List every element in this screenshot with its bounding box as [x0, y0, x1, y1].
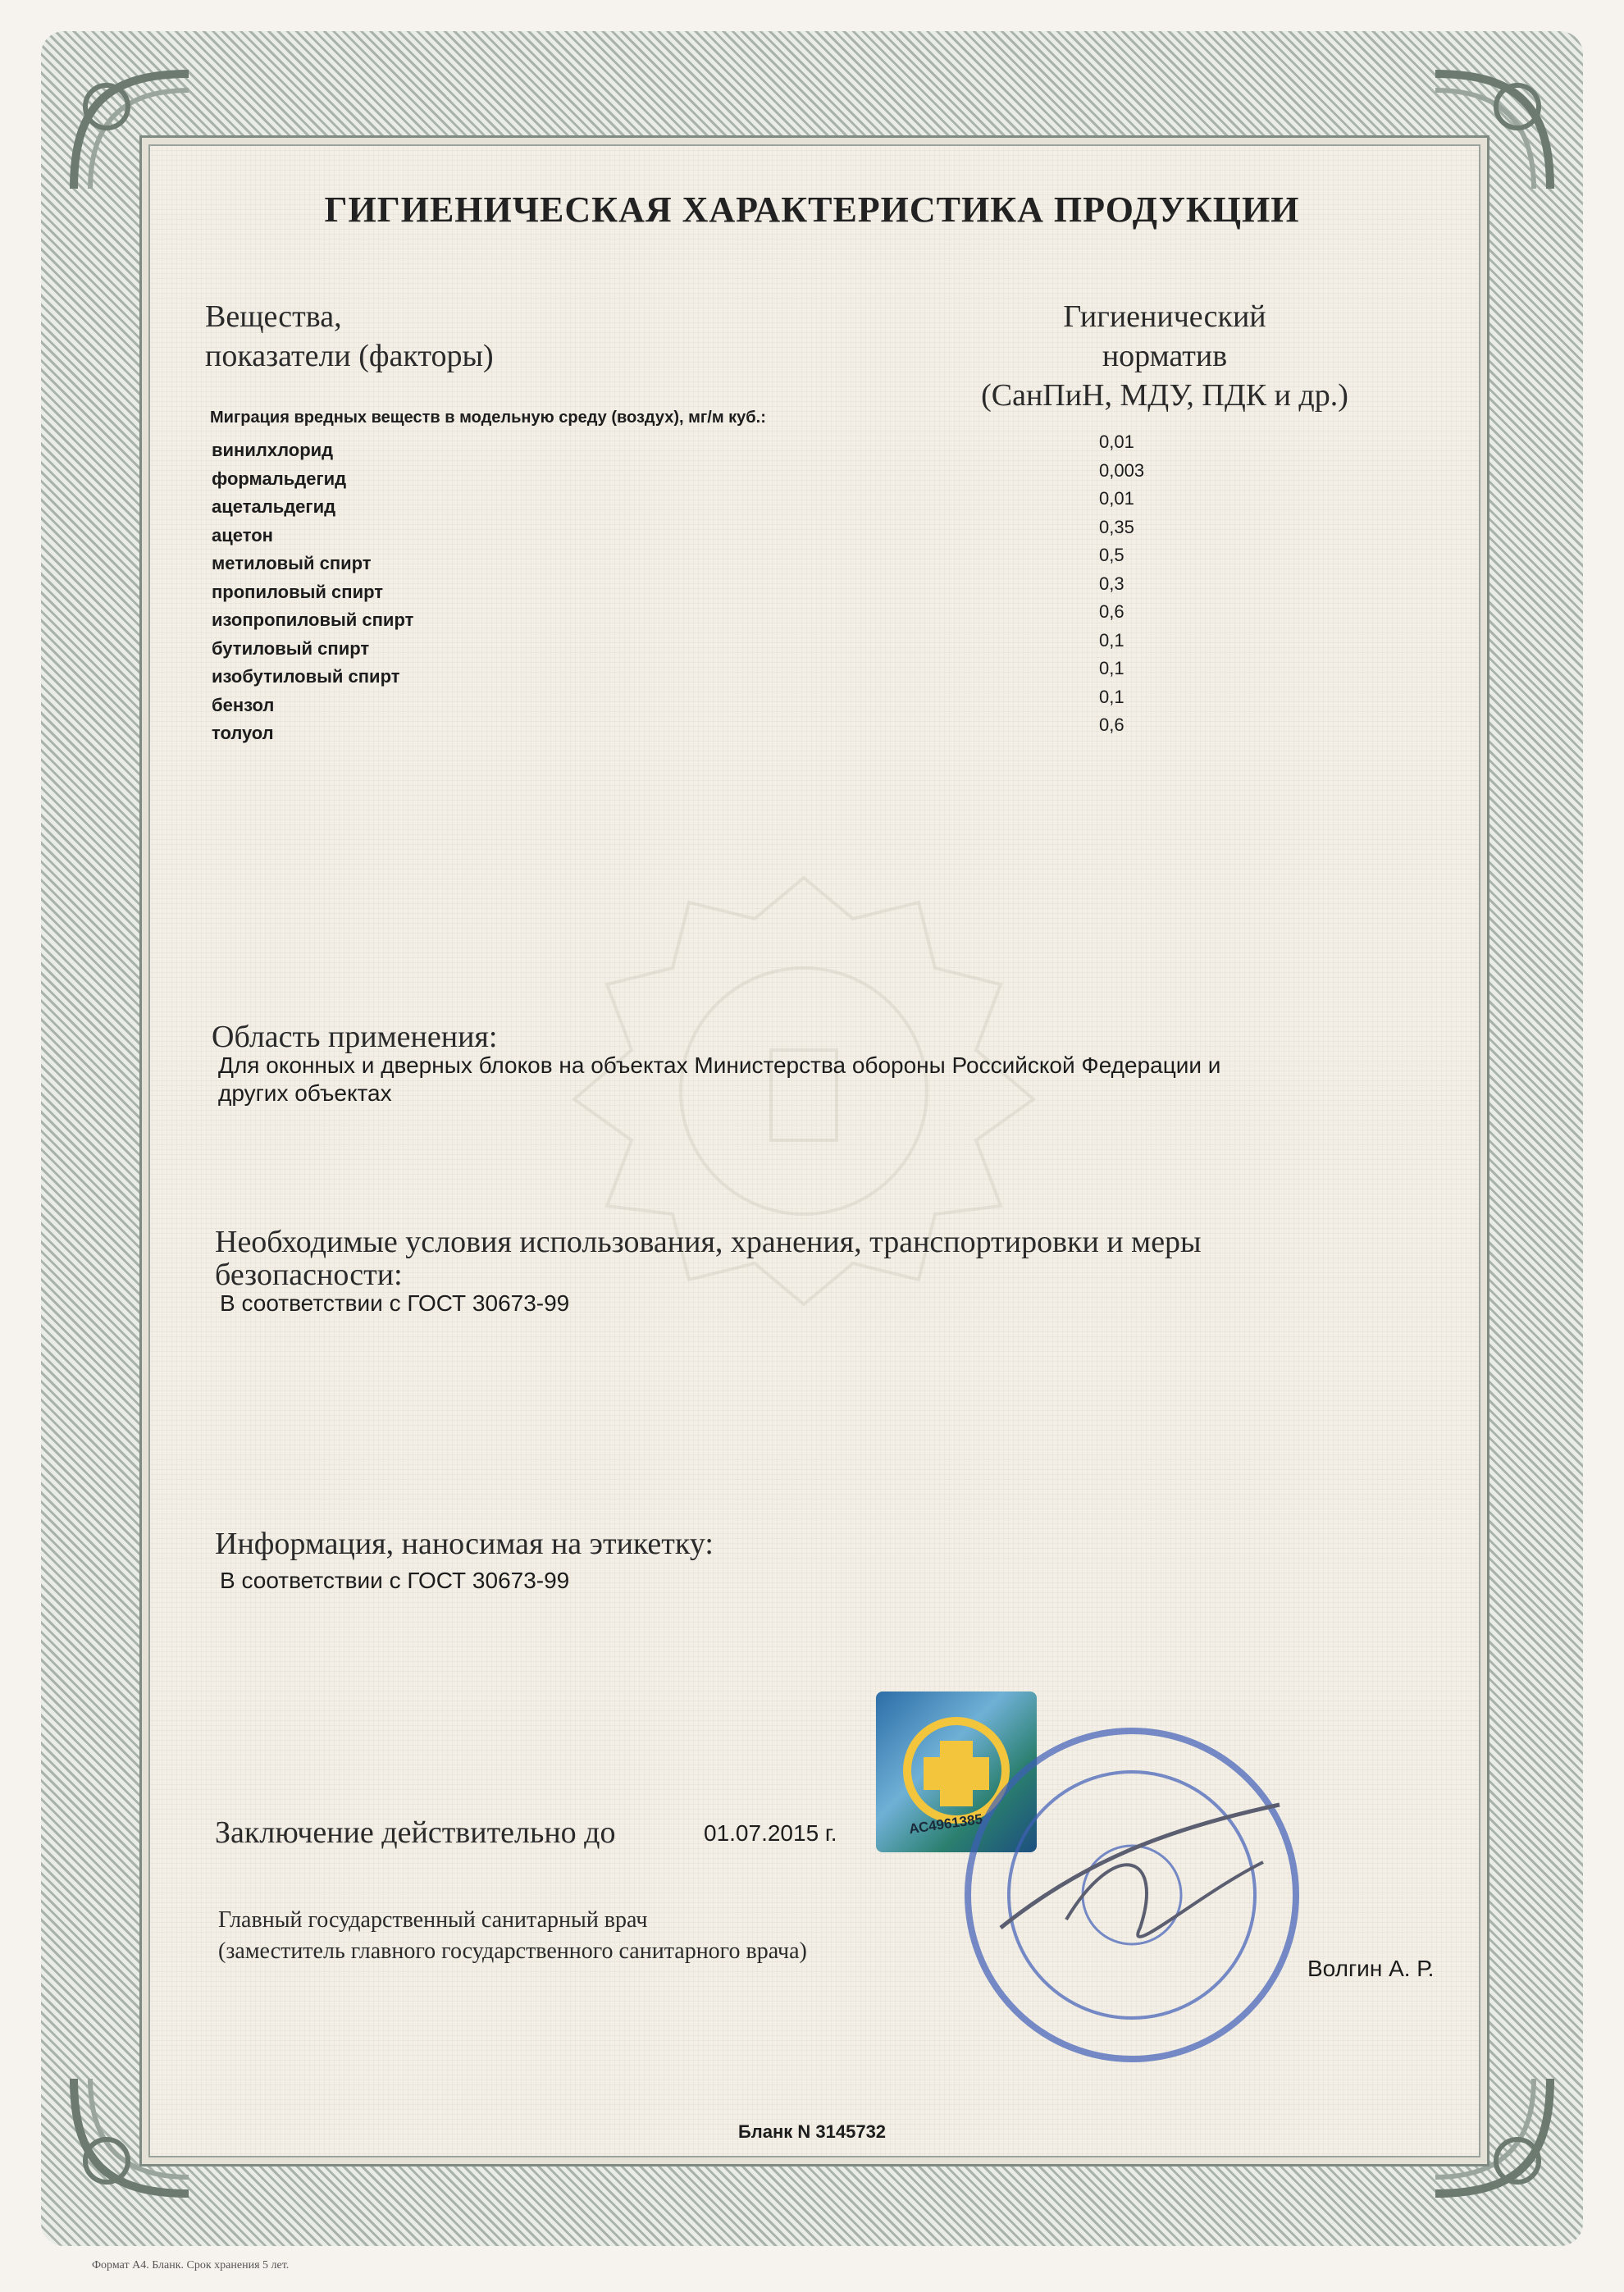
header-line: показатели (факторы) [205, 339, 494, 373]
substance-name: формальдегид [212, 468, 347, 489]
signer-title-line: (заместитель главного государственного санитарного врача) [218, 1938, 807, 1964]
norm-column-header [951, 297, 1378, 415]
hologram-code: АС4961385 [908, 1810, 984, 1838]
label-info-heading: Информация, наносимая на этикетку: [215, 1527, 714, 1561]
signer-title-line: Главный государственный санитарный врач [218, 1907, 648, 1933]
substance-list [212, 436, 413, 748]
migration-label: Миграция вредных веществ в модельную среду (воздух), мг/м куб.: [210, 409, 766, 427]
label-info-text: В соответствии с ГОСТ 30673-99 [220, 1568, 570, 1593]
scope-heading: Область применения: [212, 1020, 498, 1054]
valid-until-label: Заключение действительно до [215, 1815, 616, 1850]
format-footnote: Формат А4. Бланк. Срок хранения 5 лет. [92, 2259, 290, 2271]
norm-value: 0,1 [1099, 658, 1124, 678]
norm-value-list [1099, 428, 1144, 740]
norm-value: 0,3 [1099, 573, 1124, 594]
scope-line: Для оконных и дверных блоков на объектах Министерства обороны Российской Федерации и [218, 1052, 1221, 1078]
header-line: (СанПиН, МДУ, ПДК и др.) [981, 378, 1348, 413]
norm-value: 0,003 [1099, 459, 1145, 481]
signer-name: Волгин А. Р. [1307, 1956, 1435, 1981]
substance-name: метиловый спирт [212, 553, 372, 573]
signer-title [218, 1905, 807, 1967]
norm-value: 0,35 [1099, 516, 1134, 537]
substance-name: пропиловый спирт [212, 581, 384, 602]
valid-until-date: 01.07.2015 г. [704, 1820, 837, 1846]
official-stamp-seal [951, 1714, 1312, 2075]
norm-value: 0,6 [1099, 601, 1124, 622]
substance-name: бутиловый спирт [212, 637, 370, 659]
blank-number: Бланк N 3145732 [737, 2121, 887, 2142]
substance-name: толуол [212, 723, 274, 743]
conditions-heading [215, 1226, 1202, 1291]
header-line: Гигиенический [1063, 299, 1266, 334]
scope-line: других объектах [218, 1080, 392, 1106]
header-line: норматив [1102, 339, 1228, 373]
substances-column-header [205, 297, 494, 376]
substance-name: бензол [212, 694, 275, 715]
norm-value: 0,5 [1099, 545, 1124, 565]
conditions-heading-line: Необходимые условия использования, хранения, транспортировки и меры [215, 1225, 1202, 1259]
substance-name: винилхлорид [212, 440, 334, 460]
norm-value: 0,6 [1099, 715, 1124, 735]
conditions-text: В соответствии с ГОСТ 30673-99 [220, 1290, 570, 1316]
header-line: Вещества, [205, 299, 342, 334]
conditions-heading-line: безопасности: [215, 1258, 403, 1292]
substance-name: изопропиловый спирт [212, 610, 414, 630]
substance-name: изобутиловый спирт [212, 666, 400, 687]
norm-value: 0,1 [1099, 629, 1124, 651]
norm-value: 0,1 [1099, 686, 1124, 707]
norm-value: 0,01 [1099, 488, 1134, 509]
substance-name: ацетон [212, 524, 273, 546]
scope-text [218, 1052, 1220, 1107]
document-title: ГИГИЕНИЧЕСКАЯ ХАРАКТЕРИСТИКА ПРОДУКЦИИ [324, 189, 1300, 230]
substance-name: ацетальдегид [212, 496, 336, 517]
norm-value: 0,01 [1099, 431, 1134, 452]
